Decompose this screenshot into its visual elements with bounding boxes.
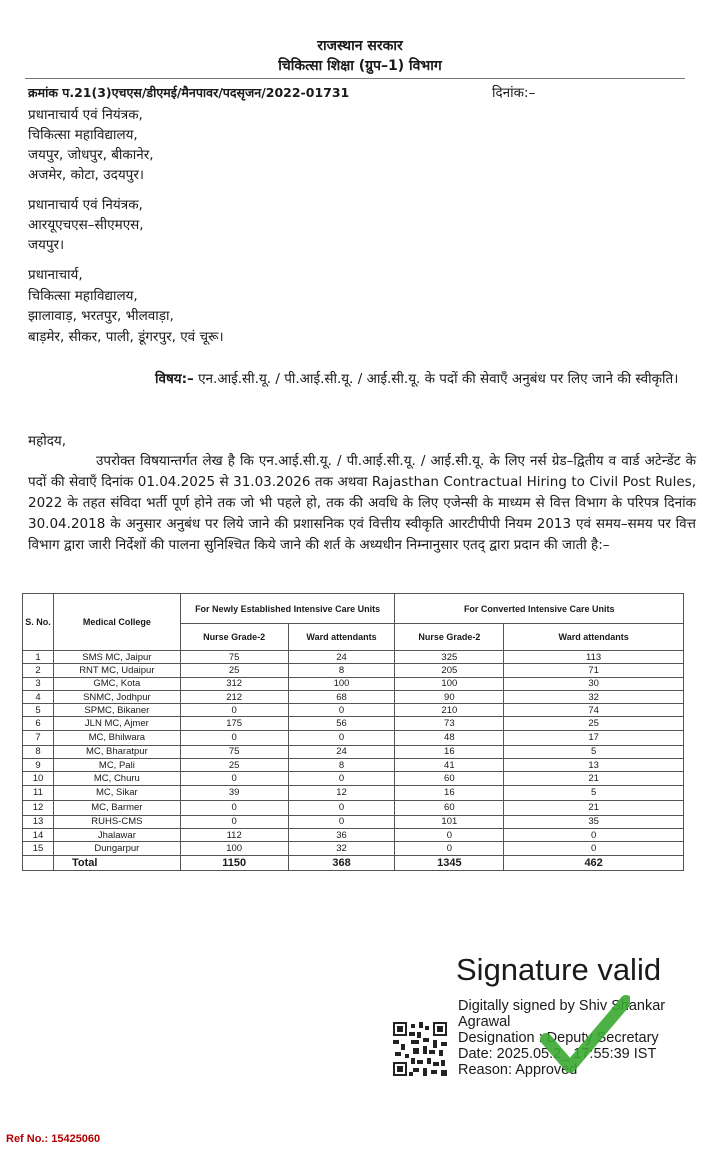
row-new-ward: 8: [288, 664, 395, 677]
row-college: MC, Churu: [53, 772, 180, 785]
row-sno: 7: [23, 730, 54, 745]
row-new-ward: 100: [288, 677, 395, 690]
row-college: SMS MC, Jaipur: [53, 651, 180, 664]
row-new-ward: 36: [288, 828, 395, 841]
row-college: Jhalawar: [53, 828, 180, 841]
recipient-line: आरयूएचएस–सीएमएस,: [28, 217, 144, 233]
row-new-nurse: 75: [180, 651, 288, 664]
signature-date: Date: 2025.05.2_ 17:55:39 IST: [458, 1046, 657, 1062]
header-college: Medical College: [53, 594, 180, 651]
row-new-nurse: 312: [180, 677, 288, 690]
row-converted-ward: 32: [504, 690, 684, 703]
row-converted-nurse: 16: [395, 745, 504, 758]
row-converted-ward: 21: [504, 800, 684, 815]
row-sno: 8: [23, 745, 54, 758]
row-college: Dungarpur: [53, 842, 180, 855]
row-college: JLN MC, Ajmer: [53, 717, 180, 730]
row-sno: 14: [23, 828, 54, 841]
total-new-nurse: 1150: [180, 855, 288, 870]
row-sno: 1: [23, 651, 54, 664]
recipient-line: झालावाड़, भरतपुर, भीलवाड़ा,: [28, 308, 174, 324]
row-sno: 9: [23, 759, 54, 772]
header-converted-nurse: Nurse Grade-2: [395, 624, 504, 651]
row-college: MC, Sikar: [53, 785, 180, 800]
row-sno: 6: [23, 717, 54, 730]
row-college: SNMC, Jodhpur: [53, 690, 180, 703]
row-converted-nurse: 210: [395, 704, 504, 717]
row-sno: 11: [23, 785, 54, 800]
row-converted-ward: 113: [504, 651, 684, 664]
row-new-ward: 0: [288, 704, 395, 717]
row-new-nurse: 0: [180, 704, 288, 717]
body-paragraph: उपरोक्त विषयान्तर्गत लेख है कि एन.आई.सी.यू. / पी.आई.सी.यू. / आई.सी.यू. के लिए नर्स ग्रेड–द्वितीय व वार्ड अटेन्डेंट के पदों की सेवाएँ दिनांक 01.04.2025 से 31.03.2026 तक अथवा Rajasthan Contractual Hiring to Civil Post Rules, 2022 के तहत संविदा भर्ती पूर्ण होने तक जो भी पहले हो, तक की अवधि के लिए एजेन्सी के माध्यम से वित्त विभाग के परिपत्र दिनांक 30.04.2018 के अनुसार अनुबंध पर लिये जाने की प्रशासनिक एवं वित्तीय स्वीकृति आरटीपीपी नियम 2013 एवं समय–समय पर वित्त विभाग द्वारा जारी निर्देशों की पालना सुनिश्चित किये जाने की शर्त के अध्यधीन निम्नानुसार एतद् द्वारा प्रदान की जाती है:–: [28, 453, 696, 553]
row-new-nurse: 100: [180, 842, 288, 855]
row-converted-nurse: 0: [395, 828, 504, 841]
recipient-line: जयपुर, जोधपुर, बीकानेर,: [28, 147, 154, 163]
designation: Designation : Deputy Secretary: [458, 1030, 659, 1046]
recipient-line: प्रधानाचार्य,: [28, 267, 83, 283]
row-new-ward: 24: [288, 745, 395, 758]
row-new-nurse: 0: [180, 772, 288, 785]
row-sno: 13: [23, 815, 54, 828]
header-new-ward: Ward attendants: [288, 624, 395, 651]
table-row: [23, 800, 684, 815]
signer-line: Digitally signed by Shiv Shankar: [458, 998, 666, 1014]
header-new-units: For Newly Established Intensive Care Units: [180, 594, 395, 624]
row-college: RUHS-CMS: [53, 815, 180, 828]
row-converted-nurse: 41: [395, 759, 504, 772]
row-new-ward: 0: [288, 730, 395, 745]
row-new-nurse: 175: [180, 717, 288, 730]
header-divider: [25, 78, 685, 79]
salutation: महोदय,: [28, 433, 67, 449]
row-sno: 4: [23, 690, 54, 703]
row-sno: 2: [23, 664, 54, 677]
reference-footer: Ref No.: 15425060: [6, 1133, 101, 1145]
recipient-line: प्रधानाचार्य एवं नियंत्रक,: [28, 107, 143, 123]
table-row: [23, 677, 684, 690]
row-converted-ward: 74: [504, 704, 684, 717]
row-college: MC, Pali: [53, 759, 180, 772]
signer-name: Agrawal: [458, 1014, 511, 1030]
table-row: [23, 651, 684, 664]
subject-label: विषय:–: [155, 371, 194, 387]
row-converted-ward: 21: [504, 772, 684, 785]
row-college: RNT MC, Udaipur: [53, 664, 180, 677]
recipient-line: अजमेर, कोटा, उदयपुर।: [28, 167, 144, 183]
reference-number: क्रमांक प.21(3)एचएस/डीएमई/मैनपावर/पदसृजन/2022-01731: [28, 85, 350, 100]
row-converted-nurse: 60: [395, 800, 504, 815]
row-converted-ward: 30: [504, 677, 684, 690]
row-converted-ward: 17: [504, 730, 684, 745]
row-converted-ward: 25: [504, 717, 684, 730]
table-row: [23, 772, 684, 785]
table-row: [23, 664, 684, 677]
row-new-ward: 24: [288, 651, 395, 664]
header-converted-ward: Ward attendants: [504, 624, 684, 651]
row-new-ward: 0: [288, 800, 395, 815]
subject: [155, 370, 695, 389]
header-sno: S. No.: [23, 594, 54, 651]
row-new-ward: 32: [288, 842, 395, 855]
row-sno: 15: [23, 842, 54, 855]
row-converted-nurse: 73: [395, 717, 504, 730]
signature-reason: Reason: Approved: [458, 1062, 578, 1078]
row-new-nurse: 212: [180, 690, 288, 703]
table-row: [23, 842, 684, 855]
total-sno: [23, 855, 54, 870]
subject-text: एन.आई.सी.यू. / पी.आई.सी.यू. / आई.सी.यू. के पदों की सेवाएँ अनुबंध पर लिए जाने की स्वीकृति।: [198, 371, 679, 387]
row-new-ward: 8: [288, 759, 395, 772]
row-new-nurse: 25: [180, 759, 288, 772]
row-new-nurse: 0: [180, 730, 288, 745]
row-new-nurse: 0: [180, 815, 288, 828]
table-row: [23, 730, 684, 745]
total-converted-ward: 462: [504, 855, 684, 870]
row-new-nurse: 25: [180, 664, 288, 677]
table-row: [23, 704, 684, 717]
row-converted-nurse: 101: [395, 815, 504, 828]
table-row: [23, 759, 684, 772]
row-converted-nurse: 48: [395, 730, 504, 745]
row-new-ward: 0: [288, 772, 395, 785]
qr-code-icon: [393, 1022, 447, 1076]
row-converted-nurse: 16: [395, 785, 504, 800]
row-converted-nurse: 60: [395, 772, 504, 785]
table-row: [23, 745, 684, 758]
header-converted-units: For Converted Intensive Care Units: [395, 594, 684, 624]
row-college: GMC, Kota: [53, 677, 180, 690]
row-converted-ward: 5: [504, 785, 684, 800]
row-new-ward: 0: [288, 815, 395, 828]
row-converted-nurse: 205: [395, 664, 504, 677]
row-sno: 5: [23, 704, 54, 717]
total-label: Total: [53, 855, 180, 870]
checkmark-icon: [540, 995, 630, 1075]
row-converted-ward: 5: [504, 745, 684, 758]
recipient-line: चिकित्सा महाविद्यालय,: [28, 288, 138, 304]
total-new-ward: 368: [288, 855, 395, 870]
total-converted-nurse: 1345: [395, 855, 504, 870]
row-new-nurse: 39: [180, 785, 288, 800]
row-converted-ward: 35: [504, 815, 684, 828]
row-converted-ward: 13: [504, 759, 684, 772]
total-row: [23, 855, 684, 870]
government-title: राजस्थान सरकार: [317, 38, 403, 54]
table-row: [23, 815, 684, 828]
row-converted-ward: 71: [504, 664, 684, 677]
row-college: MC, Bharatpur: [53, 745, 180, 758]
recipient-line: चिकित्सा महाविद्यालय,: [28, 127, 138, 143]
row-college: MC, Bhilwara: [53, 730, 180, 745]
table-row: [23, 717, 684, 730]
table-row: [23, 690, 684, 703]
row-converted-nurse: 325: [395, 651, 504, 664]
row-new-ward: 12: [288, 785, 395, 800]
row-converted-nurse: 100: [395, 677, 504, 690]
row-converted-nurse: 90: [395, 690, 504, 703]
recipient-line: बाड़मेर, सीकर, पाली, डूंगरपुर, एवं चूरू।: [28, 329, 224, 345]
table-row: [23, 785, 684, 800]
row-new-ward: 68: [288, 690, 395, 703]
department-title: चिकित्सा शिक्षा (ग्रुप–1) विभाग: [278, 58, 442, 74]
header-new-nurse: Nurse Grade-2: [180, 624, 288, 651]
row-college: SPMC, Bikaner: [53, 704, 180, 717]
row-new-nurse: 0: [180, 800, 288, 815]
recipient-line: जयपुर।: [28, 237, 65, 253]
row-converted-ward: 0: [504, 842, 684, 855]
signature-title: Signature valid: [456, 952, 662, 987]
row-college: MC, Barmer: [53, 800, 180, 815]
recipient-line: प्रधानाचार्य एवं नियंत्रक,: [28, 197, 143, 213]
row-sno: 12: [23, 800, 54, 815]
row-new-nurse: 75: [180, 745, 288, 758]
row-sno: 10: [23, 772, 54, 785]
date-label: दिनांक:–: [492, 85, 536, 101]
row-new-nurse: 112: [180, 828, 288, 841]
table-row: [23, 828, 684, 841]
row-sno: 3: [23, 677, 54, 690]
row-new-ward: 56: [288, 717, 395, 730]
allocation-table: [22, 593, 684, 871]
row-converted-ward: 0: [504, 828, 684, 841]
row-converted-nurse: 0: [395, 842, 504, 855]
